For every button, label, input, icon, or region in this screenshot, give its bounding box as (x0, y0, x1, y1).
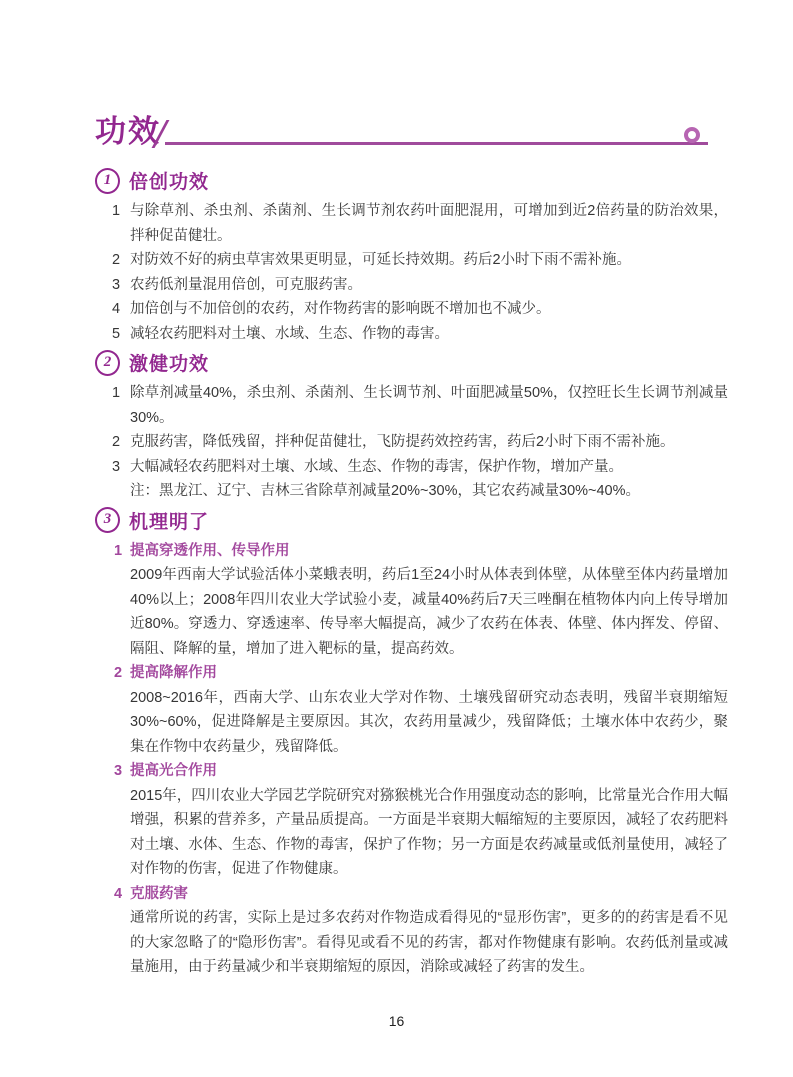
section-title: 激健功效 (129, 354, 210, 375)
item-number: 5 (112, 325, 121, 342)
section-heading (95, 349, 728, 376)
section-heading (95, 507, 728, 534)
item-text: 大幅减轻农药肥料对土壤、水域、生态、作物的毒害，保护作物，增加产量。 (130, 458, 623, 475)
item-text: 减轻农药肥料对土壤、水域、生态、作物的毒害。 (130, 325, 449, 342)
section-title: 机理明了 (129, 511, 210, 533)
section-jili-mingliao (95, 507, 728, 980)
subsection-heading (95, 539, 728, 564)
item-text: 克服药害，降低残留，拌种促苗健壮，飞防提药效控药害，药后2小时下雨不需补施。 (130, 434, 675, 450)
circled-number-icon: 1 (95, 168, 120, 194)
item-text: 除草剂减量40%，杀虫剂、杀菌剂、生长调节剂、叶面肥减量50%，仅控旺长生长调节剂减量30%。 (130, 385, 728, 426)
subsection-title: 提高光合作用 (130, 763, 217, 779)
list-item (95, 248, 728, 273)
item-number: 1 (112, 203, 121, 219)
section-item-list (95, 199, 728, 346)
item-number: 2 (112, 434, 121, 450)
page-number: 16 (388, 1013, 405, 1029)
list-item (95, 273, 728, 298)
item-number: 1 (112, 385, 121, 401)
section-note: 注：黑龙江、辽宁、吉林三省除草剂减量20%~30%，其它农药减量30%~40%。 (130, 483, 641, 499)
item-number: 3 (112, 458, 121, 475)
subsection-number: 1 (114, 542, 123, 559)
page-title: 功效 (95, 114, 161, 149)
subsection-body: 2009年西南大学试验活体小菜蛾表明，药后1至24小时从体表到体壁，从体壁至体内药量增加40%以上；2008年四川农业大学试验小麦，减量40%药后7天三唑酮在植物体内向上传导增加近80%。穿透力、穿透速率、传导率大幅提高，减少了农药在体表、体壁、体内挥发、停留、隔阻、降解的量，增加了进入靶标的量，提高药效。 (130, 567, 728, 657)
ring-icon (684, 127, 700, 143)
subsection-body: 2008~2016年，西南大学、山东农业大学对作物、土壤残留研究动态表明，残留半衰期缩短30%~60%，促进降解是主要原因。其次，农药用量减少，残留降低；土壤水体中农药少，聚集在作物中农药量少，残留降低。 (130, 689, 728, 755)
list-item (95, 455, 728, 480)
subsection-body: 2015年，四川农业大学园艺学院研究对猕猴桃光合作用强度动态的影响，比常量光合作用大幅增强，积累的营养多，产量品质提高。一方面是半衰期大幅缩短的主要原因，减轻了农药肥料对土壤、水体、生态、作物的毒害，保护了作物；另一方面是农药减量或低剂量使用，减轻了对作物的伤害，促进了作物健康。 (130, 787, 728, 877)
title-rule-line (165, 142, 708, 145)
subsection-number: 4 (114, 885, 123, 902)
subsection-title: 提高穿透作用、传导作用 (130, 542, 290, 559)
subsection-heading (95, 661, 728, 686)
subsection-title: 克服药害 (130, 885, 188, 902)
subsection-number: 3 (114, 763, 123, 779)
page-content (95, 114, 728, 980)
item-text: 与除草剂、杀虫剂、杀菌剂、生长调节剂农药叶面肥混用，可增加到近2倍药量的防治效果，拌种促苗健壮。 (130, 203, 728, 244)
list-item (95, 381, 728, 430)
section-title: 倍创功效 (129, 172, 210, 193)
subsection (95, 661, 728, 759)
item-text: 加倍创与不加倍创的农药，对作物药害的影响既不增加也不减少。 (130, 301, 551, 317)
item-number: 3 (112, 276, 121, 293)
section-heading (95, 167, 728, 194)
subsection (95, 882, 728, 980)
subsection (95, 539, 728, 662)
section-item-list (95, 381, 728, 504)
subsection-heading (95, 759, 728, 784)
list-item (95, 297, 728, 322)
page-header (95, 114, 728, 154)
subsection-title: 提高降解作用 (130, 665, 217, 681)
section-beichuang-gongxiao (95, 167, 728, 346)
list-item (95, 430, 728, 455)
list-item (95, 199, 728, 248)
circled-number-icon: 2 (95, 350, 120, 376)
subsection-number: 2 (114, 665, 123, 681)
list-item (95, 322, 728, 347)
subsection (95, 759, 728, 882)
item-number: 2 (112, 252, 121, 268)
subsection-body: 通常所说的药害，实际上是过多农药对作物造成看得见的“显形伤害”，更多的的药害是看不见的大家忽略了的“隐形伤害”。看得见或看不见的药害，都对作物健康有影响。农药低剂量或减量施用，由于药量减少和半衰期缩短的原因，消除或减轻了药害的发生。 (130, 910, 728, 975)
item-text: 对防效不好的病虫草害效果更明显，可延长持效期。药后2小时下雨不需补施。 (130, 252, 632, 268)
item-number: 4 (112, 301, 121, 317)
subsection-heading (95, 882, 728, 907)
circled-number-icon: 3 (95, 507, 120, 533)
item-text: 农药低剂量混用倍创，可克服药害。 (130, 276, 362, 293)
section-jijian-gongxiao (95, 349, 728, 504)
